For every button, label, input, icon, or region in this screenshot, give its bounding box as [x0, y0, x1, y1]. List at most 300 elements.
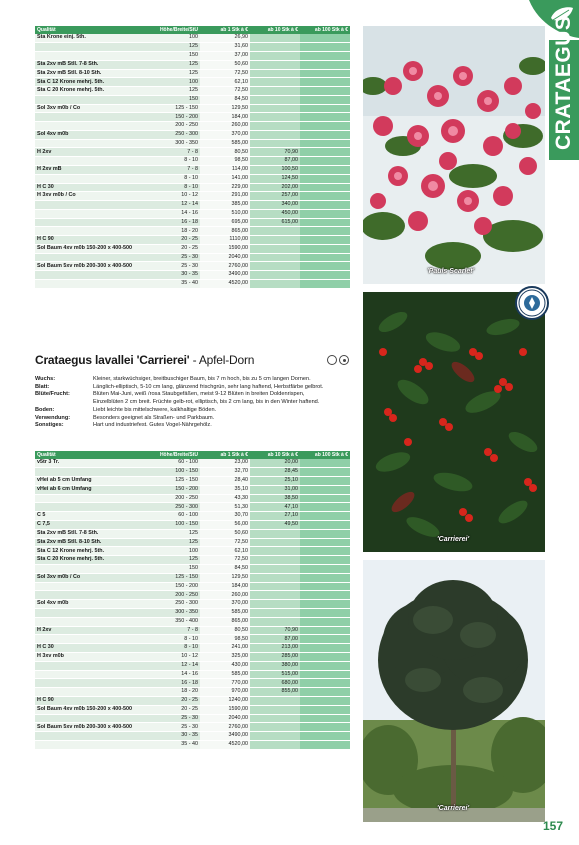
cell-price-10: 20,00 — [250, 459, 300, 468]
cell-price-100 — [300, 104, 350, 113]
cell-price-100 — [300, 122, 350, 131]
cell-price-1: 72,50 — [200, 556, 250, 565]
cell-price-100 — [300, 644, 350, 653]
cell-price-100 — [300, 617, 350, 626]
cell-price-1: 51,30 — [200, 503, 250, 512]
cell-price-100 — [300, 459, 350, 468]
cell-price-100 — [300, 653, 350, 662]
cell-size: 150 - 200 — [145, 485, 200, 494]
cell-price-1: 80,50 — [200, 148, 250, 157]
table-row — [35, 244, 350, 253]
cell-price-100 — [300, 218, 350, 227]
cell-price-100 — [300, 139, 350, 148]
cell-price-100 — [300, 626, 350, 635]
cell-price-1: 370,00 — [200, 130, 250, 139]
cell-price-100 — [300, 512, 350, 521]
cell-size: 30 - 35 — [145, 732, 200, 741]
cell-price-10 — [250, 271, 300, 280]
cell-size: 16 - 18 — [145, 218, 200, 227]
cell-price-10 — [250, 60, 300, 69]
cell-price-10: 285,00 — [250, 653, 300, 662]
description-value: Besonders geeignet als Straßen- und Parkbaum. — [93, 414, 215, 421]
cell-price-10 — [250, 600, 300, 609]
cell-quality: Sol Baum 4xv m0b 150-200 x 400-500 — [35, 705, 145, 714]
cell-size: 350 - 400 — [145, 617, 200, 626]
table-row — [35, 87, 350, 96]
cell-price-10: 70,90 — [250, 626, 300, 635]
cell-price-10: 87,00 — [250, 635, 300, 644]
table-row — [35, 503, 350, 512]
cell-size: 125 - 150 — [145, 573, 200, 582]
cell-price-100 — [300, 148, 350, 157]
table-row — [35, 253, 350, 262]
cell-quality — [35, 139, 145, 148]
cell-price-100 — [300, 661, 350, 670]
cell-price-10 — [250, 705, 300, 714]
table-row — [35, 688, 350, 697]
cell-size: 14 - 16 — [145, 209, 200, 218]
cell-quality: H 3xv m0b / Co — [35, 192, 145, 201]
cell-size: 125 - 150 — [145, 104, 200, 113]
cell-size: 20 - 25 — [145, 697, 200, 706]
cell-size: 30 - 35 — [145, 271, 200, 280]
cell-size: 250 - 300 — [145, 130, 200, 139]
cell-price-10 — [250, 52, 300, 61]
col-header-price-10: ab 10 Stk à € — [250, 26, 300, 34]
cell-price-10: 213,00 — [250, 644, 300, 653]
cell-price-10 — [250, 43, 300, 52]
cell-quality: Sta C 20 Krone mehrj. 5th. — [35, 87, 145, 96]
col-header-quality: Qualität — [35, 451, 145, 459]
table-row — [35, 609, 350, 618]
cell-price-10 — [250, 529, 300, 538]
cell-price-10: 124,50 — [250, 174, 300, 183]
cell-quality — [35, 503, 145, 512]
table-row — [35, 547, 350, 556]
cell-size: 150 — [145, 95, 200, 104]
cell-price-1: 2760,00 — [200, 262, 250, 271]
cell-price-10 — [250, 34, 300, 43]
cell-price-100 — [300, 477, 350, 486]
cell-price-1: 241,00 — [200, 644, 250, 653]
cell-quality: H 2xv — [35, 626, 145, 635]
cell-price-10: 257,00 — [250, 192, 300, 201]
cell-price-100 — [300, 485, 350, 494]
cell-size: 8 - 10 — [145, 174, 200, 183]
description-key — [35, 399, 93, 407]
cell-price-100 — [300, 591, 350, 600]
cell-quality: C 7,5 — [35, 521, 145, 530]
col-header-size: Höhe/Breite/StU — [145, 26, 200, 34]
cell-price-1: 114,00 — [200, 165, 250, 174]
cell-price-100 — [300, 556, 350, 565]
cell-quality: H C 30 — [35, 644, 145, 653]
table-row — [35, 644, 350, 653]
table-row — [35, 279, 350, 288]
description-value: Länglich-elliptisch, 5-10 cm lang, glänzend frischgrün, sehr lang haftend, Herbstfärbe gelbrot. — [93, 383, 324, 390]
cell-price-100 — [300, 236, 350, 245]
cell-quality — [35, 468, 145, 477]
table-row — [35, 130, 350, 139]
table-row — [35, 626, 350, 635]
cell-size: 100 — [145, 547, 200, 556]
description-key: Blatt: — [35, 383, 50, 390]
table-row — [35, 617, 350, 626]
cell-size: 18 - 20 — [145, 688, 200, 697]
table-row — [35, 714, 350, 723]
cell-price-1: 23,00 — [200, 459, 250, 468]
cell-price-100 — [300, 262, 350, 271]
cell-quality — [35, 732, 145, 741]
cell-size: 100 - 150 — [145, 468, 200, 477]
cell-price-10: 855,00 — [250, 688, 300, 697]
cell-size: 125 — [145, 529, 200, 538]
col-header-price-100: ab 100 Stk à € — [300, 26, 350, 34]
description-row — [35, 422, 353, 430]
table-row — [35, 723, 350, 732]
product-title — [35, 353, 355, 367]
cell-size: 150 - 200 — [145, 113, 200, 122]
caption-carrierei-tree: 'Carrierei' — [437, 805, 470, 812]
cell-price-100 — [300, 95, 350, 104]
cell-quality — [35, 635, 145, 644]
cell-quality: v5tr 3 Tr. — [35, 459, 145, 468]
cell-size: 100 — [145, 34, 200, 43]
cell-price-1: 98,50 — [200, 157, 250, 166]
description-key: Boden: — [35, 406, 55, 413]
table-row — [35, 209, 350, 218]
cell-quality — [35, 609, 145, 618]
cell-price-100 — [300, 201, 350, 210]
description-key: Wuchs: — [35, 376, 56, 382]
cell-size: 150 - 200 — [145, 582, 200, 591]
cell-price-1: 510,00 — [200, 209, 250, 218]
cell-price-100 — [300, 494, 350, 503]
cell-size: 125 — [145, 538, 200, 547]
cell-price-1: 1110,00 — [200, 236, 250, 245]
col-header-price-1: ab 1 Stk à € — [200, 26, 250, 34]
cell-quality: Sol 4xv m0b — [35, 130, 145, 139]
cell-size: 12 - 14 — [145, 661, 200, 670]
cell-quality: Sta Krone einj. 5th. — [35, 34, 145, 43]
cell-size: 18 - 20 — [145, 227, 200, 236]
cell-price-1: 585,00 — [200, 670, 250, 679]
cell-price-100 — [300, 244, 350, 253]
cell-quality — [35, 271, 145, 280]
table-row — [35, 591, 350, 600]
cell-price-10 — [250, 697, 300, 706]
price-table-top — [35, 26, 350, 289]
description-value: Einzelblüten 2 cm breit. Früchte gelb-rot, elliptisch, bis 2 cm lang, bis in den Winter haftend. — [93, 399, 320, 406]
cell-quality — [35, 201, 145, 210]
table-row — [35, 653, 350, 662]
cell-price-1: 260,00 — [200, 122, 250, 131]
cell-quality: Sta 2xv mB Stll. 8-10 Sth. — [35, 538, 145, 547]
cell-price-10 — [250, 139, 300, 148]
cell-price-100 — [300, 279, 350, 288]
cell-price-10 — [250, 262, 300, 271]
cell-price-10 — [250, 279, 300, 288]
cell-price-1: 129,50 — [200, 104, 250, 113]
cell-quality: Sta C 20 Krone mehrj. 5th. — [35, 556, 145, 565]
cell-price-1: 2040,00 — [200, 253, 250, 262]
description-value: Hart und industriefest. Gutes Vogel-Nährgehölz. — [93, 422, 212, 429]
cell-price-100 — [300, 78, 350, 87]
cell-price-100 — [300, 468, 350, 477]
table-row — [35, 122, 350, 131]
cell-price-100 — [300, 679, 350, 688]
table-row — [35, 512, 350, 521]
cell-price-10 — [250, 78, 300, 87]
cell-price-1: 695,00 — [200, 218, 250, 227]
cell-price-100 — [300, 538, 350, 547]
cell-quality — [35, 218, 145, 227]
cell-price-1: 50,60 — [200, 60, 250, 69]
cell-size: 25 - 30 — [145, 262, 200, 271]
table-header-row — [35, 26, 350, 34]
cell-price-10: 615,00 — [250, 218, 300, 227]
table-row — [35, 104, 350, 113]
cell-quality — [35, 174, 145, 183]
table-row — [35, 139, 350, 148]
photo-carrierei-tree — [363, 560, 545, 822]
table-row — [35, 52, 350, 61]
cell-price-1: 865,00 — [200, 227, 250, 236]
cell-price-1: 3490,00 — [200, 732, 250, 741]
cell-price-100 — [300, 60, 350, 69]
cell-price-1: 72,50 — [200, 69, 250, 78]
cell-size: 125 — [145, 60, 200, 69]
table-row — [35, 43, 350, 52]
cell-price-10: 87,00 — [250, 157, 300, 166]
cell-price-1: 184,00 — [200, 113, 250, 122]
cell-quality: Sol Baum 5xv m0b 200-300 x 400-500 — [35, 262, 145, 271]
cell-price-1: 28,40 — [200, 477, 250, 486]
cell-size: 10 - 12 — [145, 192, 200, 201]
cell-price-100 — [300, 565, 350, 574]
cell-size: 7 - 8 — [145, 626, 200, 635]
cell-price-10: 49,50 — [250, 521, 300, 530]
cell-quality: H C 90 — [35, 236, 145, 245]
cell-price-1: 229,00 — [200, 183, 250, 192]
cell-size: 8 - 10 — [145, 644, 200, 653]
table-row — [35, 573, 350, 582]
cell-size: 25 - 30 — [145, 714, 200, 723]
cell-size: 125 — [145, 556, 200, 565]
cell-price-100 — [300, 34, 350, 43]
table-row — [35, 661, 350, 670]
cell-price-100 — [300, 227, 350, 236]
cell-quality: H 2xv — [35, 148, 145, 157]
table-row — [35, 697, 350, 706]
cell-size: 8 - 10 — [145, 183, 200, 192]
cell-quality: H C 30 — [35, 183, 145, 192]
description-value: Liebt leichte bis mittelschwere, kalkhaltige Böden. — [93, 406, 217, 413]
cell-price-1: 26,90 — [200, 34, 250, 43]
col-header-price-1: ab 1 Stk à € — [200, 451, 250, 459]
cell-size: 100 — [145, 78, 200, 87]
cell-price-100 — [300, 635, 350, 644]
cell-quality — [35, 591, 145, 600]
table-row — [35, 218, 350, 227]
cell-price-1: 585,00 — [200, 139, 250, 148]
cell-quality — [35, 157, 145, 166]
description-row — [35, 415, 353, 423]
cell-size: 250 - 300 — [145, 600, 200, 609]
table-row — [35, 529, 350, 538]
table-row — [35, 157, 350, 166]
price-table-bottom — [35, 451, 350, 750]
cell-price-10 — [250, 556, 300, 565]
cell-price-1: 370,00 — [200, 600, 250, 609]
cell-price-100 — [300, 174, 350, 183]
table-row — [35, 69, 350, 78]
cell-price-10 — [250, 617, 300, 626]
cell-price-100 — [300, 600, 350, 609]
cell-quality — [35, 279, 145, 288]
cell-price-1: 37,00 — [200, 52, 250, 61]
cell-price-100 — [300, 714, 350, 723]
cell-price-10 — [250, 573, 300, 582]
cell-size: 25 - 30 — [145, 723, 200, 732]
cell-price-1: 72,50 — [200, 87, 250, 96]
cell-price-100 — [300, 741, 350, 750]
cell-price-10: 25,10 — [250, 477, 300, 486]
table-row — [35, 494, 350, 503]
cell-price-100 — [300, 113, 350, 122]
cell-price-10 — [250, 87, 300, 96]
cell-price-100 — [300, 688, 350, 697]
table-row — [35, 477, 350, 486]
cell-price-1: 4520,00 — [200, 741, 250, 750]
page-number: 157 — [543, 819, 564, 833]
table-row — [35, 165, 350, 174]
cell-price-1: 31,60 — [200, 43, 250, 52]
table-row — [35, 556, 350, 565]
cell-size: 125 - 150 — [145, 477, 200, 486]
table-row — [35, 262, 350, 271]
cell-price-10: 28,45 — [250, 468, 300, 477]
cell-price-10 — [250, 69, 300, 78]
table-row — [35, 271, 350, 280]
table-row — [35, 34, 350, 43]
cell-price-1: 43,30 — [200, 494, 250, 503]
table-row — [35, 201, 350, 210]
description-value: Kleiner, starkwüchsiger, breitbuschiger Baum, bis 7 m hoch, bis zu 5 cm langen Dornen. — [93, 376, 311, 382]
cell-size: 200 - 250 — [145, 122, 200, 131]
cell-price-1: 84,50 — [200, 95, 250, 104]
cell-quality: Sta 2xv mB Stll. 7-8 Sth. — [35, 529, 145, 538]
cell-price-100 — [300, 582, 350, 591]
cell-price-10 — [250, 122, 300, 131]
cell-price-1: 35,10 — [200, 485, 250, 494]
cell-quality: H 3xv m0b — [35, 653, 145, 662]
cell-quality — [35, 565, 145, 574]
cell-price-1: 2040,00 — [200, 714, 250, 723]
cell-quality — [35, 661, 145, 670]
table-row — [35, 732, 350, 741]
cell-quality: vHei ab 5 cm Umfang — [35, 477, 145, 486]
cell-price-10 — [250, 714, 300, 723]
cell-price-1: 3490,00 — [200, 271, 250, 280]
cell-price-10 — [250, 732, 300, 741]
product-subtitle: - Apfel-Dorn — [189, 353, 255, 367]
cell-quality: Sol 4xv m0b — [35, 600, 145, 609]
cell-price-100 — [300, 547, 350, 556]
table-row — [35, 679, 350, 688]
cell-quality — [35, 670, 145, 679]
photo-pauls-scarlet — [363, 26, 545, 284]
cell-quality: Sta C 12 Krone mehrj. 5th. — [35, 78, 145, 87]
cell-price-10: 202,00 — [250, 183, 300, 192]
cell-size: 25 - 30 — [145, 253, 200, 262]
table-row — [35, 582, 350, 591]
cell-size: 7 - 8 — [145, 148, 200, 157]
cell-price-100 — [300, 183, 350, 192]
description-row — [35, 376, 353, 384]
cell-size: 35 - 40 — [145, 279, 200, 288]
cell-size: 300 - 350 — [145, 609, 200, 618]
cell-price-10 — [250, 547, 300, 556]
cell-price-10 — [250, 591, 300, 600]
cell-price-1: 56,00 — [200, 521, 250, 530]
cell-size: 10 - 12 — [145, 653, 200, 662]
cell-quality — [35, 679, 145, 688]
cell-price-1: 970,00 — [200, 688, 250, 697]
cell-price-1: 1240,00 — [200, 697, 250, 706]
cell-price-1: 32,70 — [200, 468, 250, 477]
cell-size: 8 - 10 — [145, 635, 200, 644]
cell-price-10 — [250, 227, 300, 236]
cell-quality — [35, 741, 145, 750]
cell-price-100 — [300, 521, 350, 530]
cell-quality: Sta 2xv mB Stll. 8-10 Sth. — [35, 69, 145, 78]
cell-price-100 — [300, 69, 350, 78]
cell-price-10: 27,10 — [250, 512, 300, 521]
cell-price-100 — [300, 52, 350, 61]
caption-carrierei-fruit: 'Carrierei' — [437, 536, 470, 543]
cell-quality — [35, 122, 145, 131]
cell-size: 8 - 10 — [145, 157, 200, 166]
cell-price-1: 184,00 — [200, 582, 250, 591]
cell-price-1: 585,00 — [200, 609, 250, 618]
description-row — [35, 391, 353, 399]
table-row — [35, 148, 350, 157]
col-header-price-100: ab 100 Stk à € — [300, 451, 350, 459]
cell-price-100 — [300, 271, 350, 280]
caption-pauls-scarlet: 'Pauls Scarlet' — [427, 268, 475, 275]
cell-price-100 — [300, 573, 350, 582]
cell-price-1: 98,50 — [200, 635, 250, 644]
cell-price-1: 72,50 — [200, 538, 250, 547]
cell-quality — [35, 209, 145, 218]
col-header-size: Höhe/Breite/StU — [145, 451, 200, 459]
cell-size: 60 - 100 — [145, 512, 200, 521]
cell-price-1: 291,00 — [200, 192, 250, 201]
description-row — [35, 399, 353, 407]
col-header-price-10: ab 10 Stk à € — [250, 451, 300, 459]
cell-price-100 — [300, 192, 350, 201]
description-key: Blüte/Frucht: — [35, 391, 70, 398]
table-row — [35, 236, 350, 245]
cell-size: 200 - 250 — [145, 591, 200, 600]
cell-price-10: 70,90 — [250, 148, 300, 157]
cell-quality — [35, 494, 145, 503]
table-row — [35, 227, 350, 236]
cell-quality: Sol Baum 5xv m0b 200-300 x 400-500 — [35, 723, 145, 732]
cell-quality: C 5 — [35, 512, 145, 521]
cell-price-1: 141,00 — [200, 174, 250, 183]
